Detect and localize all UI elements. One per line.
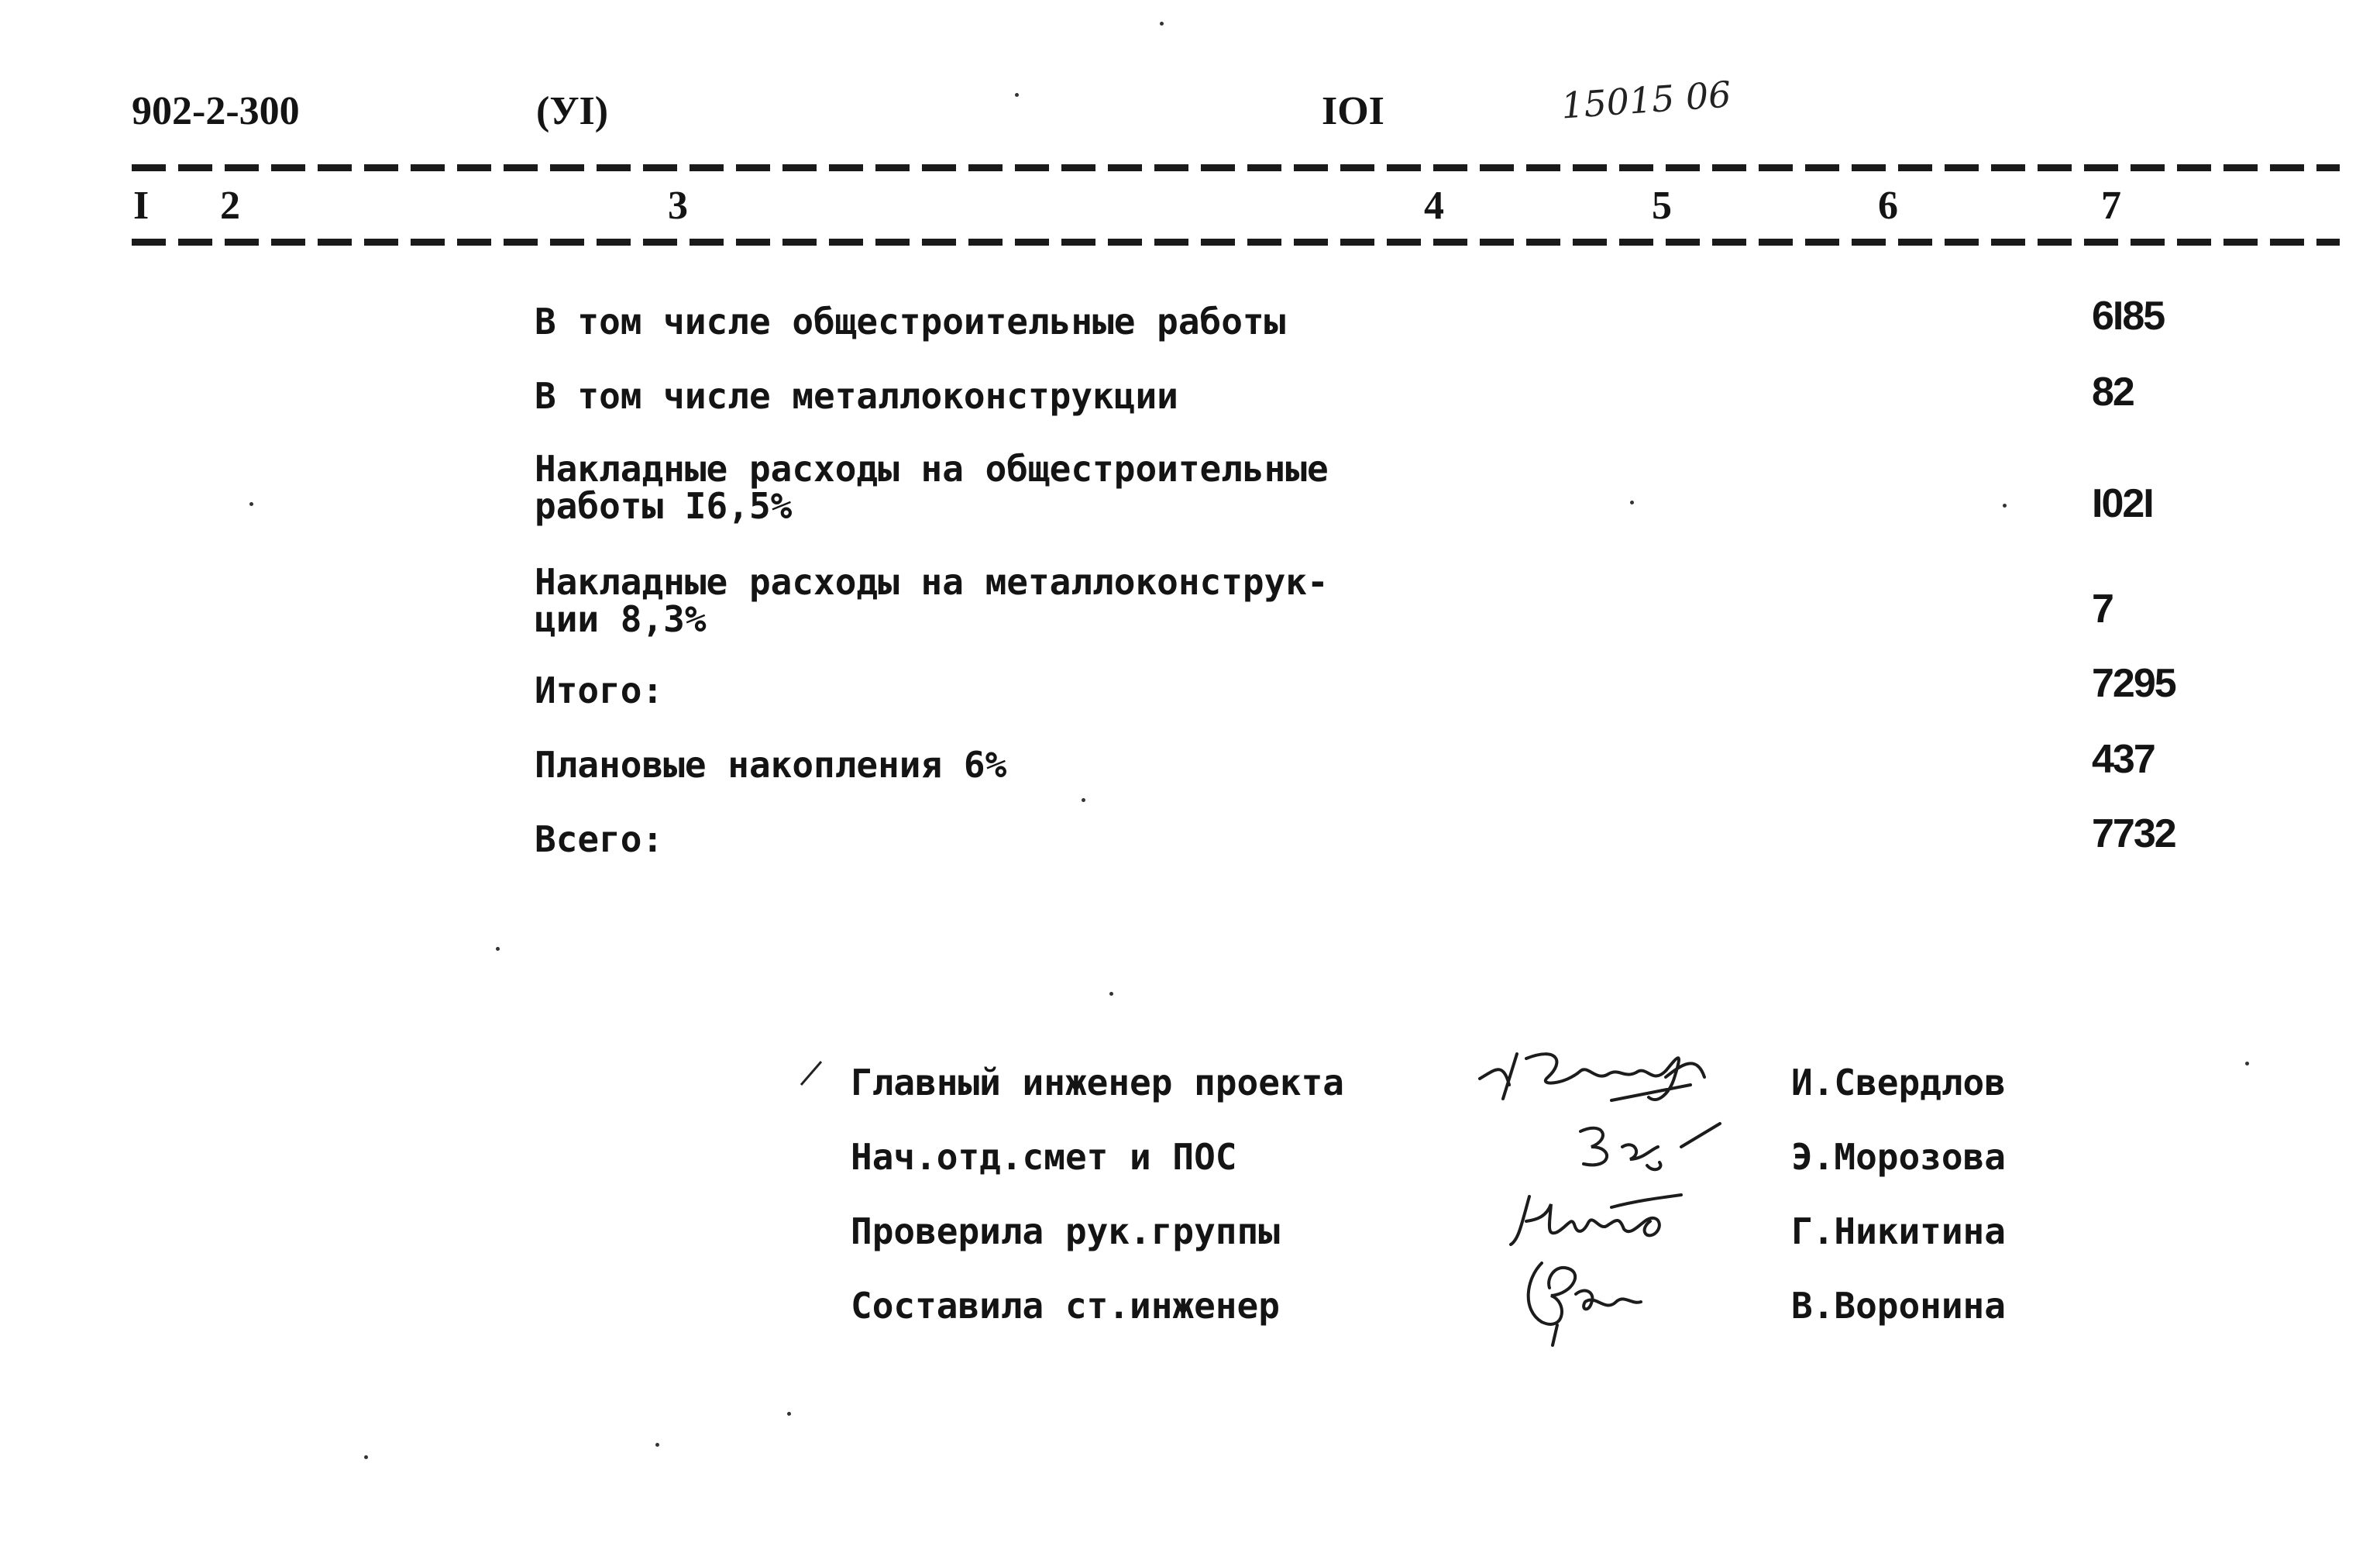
scan-speck (2245, 1062, 2249, 1065)
column-number: 4 (1424, 184, 1444, 228)
scan-speck (655, 1443, 659, 1447)
row-value: 437 (2092, 737, 2155, 782)
signatory-name: В.Воронина (1791, 1285, 2006, 1327)
row-label: В том числе общестроительные работы (535, 301, 1286, 343)
tick-mark (798, 1059, 829, 1090)
row-value: 7732 (2092, 811, 2175, 856)
row-value: 82 (2092, 370, 2134, 415)
section-label: (УI) (536, 89, 609, 133)
signatory-name: Э.Морозова (1791, 1136, 2006, 1178)
row-label-line2: работы I6,5% (535, 485, 793, 527)
scan-speck (1109, 992, 1113, 996)
row-label: Плановые накопления 6% (535, 744, 1007, 786)
column-number: 7 (2101, 184, 2121, 228)
scan-speck (496, 947, 500, 951)
signatory-role: Проверила рук.группы (851, 1210, 1280, 1252)
row-value: 6I85 (2092, 294, 2165, 339)
row-label: В том числе металлоконструкции (535, 375, 1178, 417)
scan-speck (1082, 798, 1085, 802)
scan-speck (1630, 501, 1634, 504)
row-label-line1: Накладные расходы на общестроительные (535, 448, 1329, 490)
dashed-rule-bottom (132, 239, 2340, 246)
scan-speck (249, 502, 253, 506)
column-number: 2 (220, 184, 240, 228)
signature-voronina (1511, 1248, 1697, 1348)
column-number: 5 (1652, 184, 1672, 228)
handwritten-code: 15015 06 (1560, 73, 1733, 127)
scan-speck (787, 1412, 791, 1416)
dashed-rule-top (132, 164, 2340, 171)
row-label (535, 561, 1329, 640)
signature-sverdlov (1472, 1031, 1782, 1116)
signatory-role: Составила ст.инженер (851, 1285, 1280, 1327)
row-label-line1: Накладные расходы на металлоконструк- (535, 561, 1329, 603)
row-value: 7 (2092, 587, 2113, 632)
scan-speck (2003, 504, 2007, 508)
row-label: Всего: (535, 818, 664, 860)
signature-nikitina (1503, 1186, 1735, 1255)
scan-speck (364, 1455, 368, 1459)
column-number: 6 (1878, 184, 1898, 228)
column-number: 3 (668, 184, 688, 228)
signatory-role: Главный инженер проекта (851, 1062, 1344, 1103)
signatory-role: Нач.отд.смет и ПОС (851, 1136, 1237, 1178)
row-label-line2: ции 8,3% (535, 598, 707, 640)
column-number: I (133, 184, 150, 228)
scan-speck (1160, 22, 1164, 26)
row-label: Итого: (535, 670, 664, 711)
signatory-name: Г.Никитина (1791, 1210, 2006, 1252)
scan-speck (1015, 93, 1019, 97)
row-value: I02I (2092, 481, 2153, 526)
page-number: IOI (1322, 89, 1384, 133)
row-value: 7295 (2092, 661, 2175, 706)
signatory-name: И.Свердлов (1791, 1062, 2006, 1103)
document-code: 902-2-300 (132, 89, 300, 133)
signature-morozova (1573, 1116, 1743, 1186)
row-label (535, 448, 1329, 527)
